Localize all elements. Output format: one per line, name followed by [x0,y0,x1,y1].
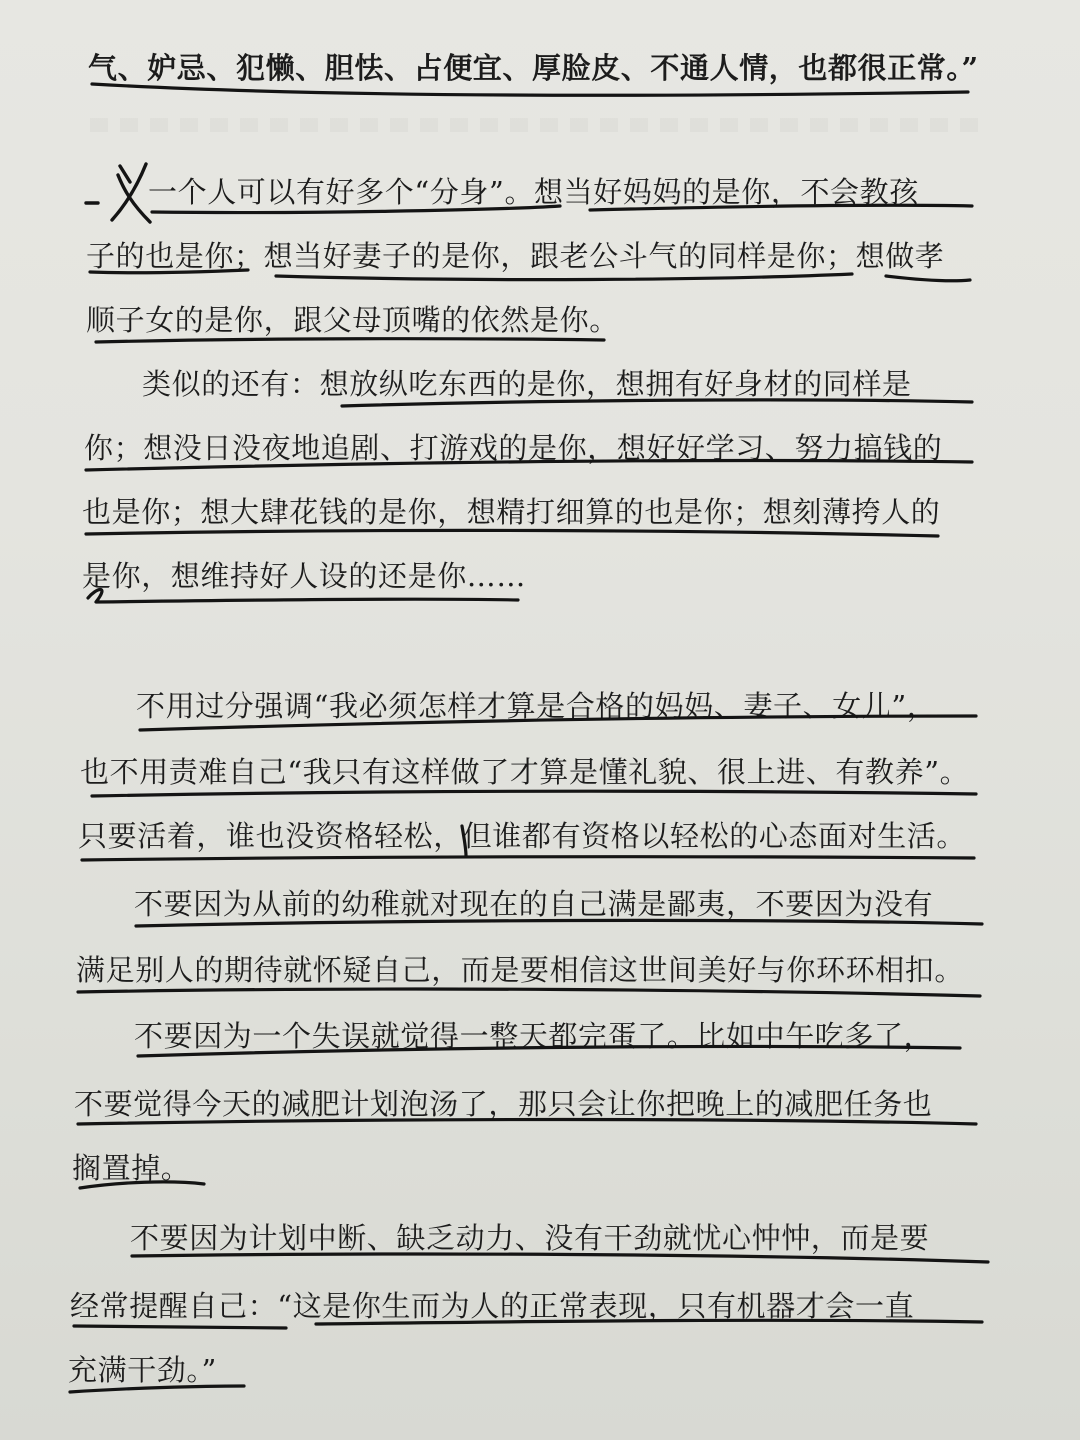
text-line: 一个人可以有好多个“分身”。想当好妈妈的是你，不会教孩 [148,175,919,209]
text-line: 不要因为从前的幼稚就对现在的自己满是鄙夷，不要因为没有 [134,887,934,921]
text-line: 不要因为计划中断、缺乏动力、没有干劲就忧心忡忡，而是要 [130,1221,930,1255]
text-line: 满足别人的期待就怀疑自己，而是要相信这世间美好与你环环相扣。 [76,953,965,987]
text-line: 子的也是你；想当好妻子的是你，跟老公斗气的同样是你；想做孝 [86,239,945,273]
text-line: 经常提醒自己：“这是你生而为人的正常表现，只有机器才会一直 [70,1289,915,1323]
text-line: 是你，想维持好人设的还是你…… [82,559,527,593]
handwritten-x-mark [86,164,150,222]
text-line: 不用过分强调“我必须怎样才算是合格的妈妈、妻子、女儿”， [136,689,937,723]
underline [74,1326,286,1328]
underline [82,857,974,860]
bleed-through-text [90,118,990,132]
underline [886,276,970,281]
text-line: 也不用责难自己“我只有这样做了才算是懂礼貌、很上进、有教养”。 [80,755,970,789]
text-line: 不要觉得今天的减肥计划泡汤了，那只会让你把晚上的减肥任务也 [74,1087,933,1121]
text-line: 搁置掉。 [72,1151,191,1185]
text-line: 只要活着，谁也没资格轻松，但谁都有资格以轻松的心态面对生活。 [78,819,967,853]
text-line: 你；想没日没夜地追剧、打游戏的是你，想好好学习、努力搞钱的 [84,431,943,465]
text-line: 顺子女的是你，跟父母顶嘴的依然是你。 [86,303,619,337]
underline [78,989,980,996]
text-line: 充满干劲。” [68,1353,217,1387]
text-line: 类似的还有：想放纵吃东西的是你，想拥有好身材的同样是 [142,367,912,401]
text-line: 不要因为一个失误就觉得一整天都完蛋了。比如中午吃多了， [134,1019,934,1053]
text-line: 气、妒忌、犯懒、胆怯、占便宜、厚脸皮、不通人情，也都很正常。” [88,51,979,85]
text-line: 也是你；想大肆花钱的是你，想精打细算的也是你；想刻薄挎人的 [82,495,941,529]
